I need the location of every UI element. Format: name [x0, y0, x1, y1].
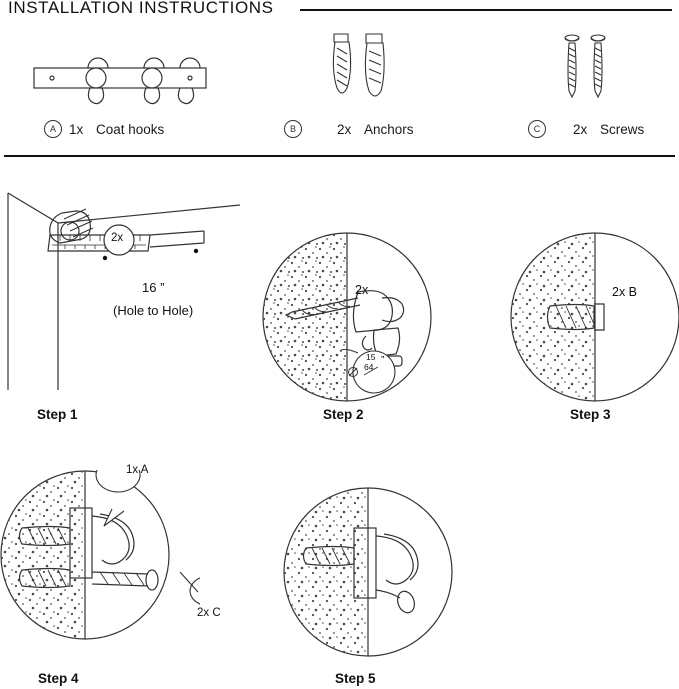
- step1-measure-note: (Hole to Hole): [113, 303, 194, 318]
- part-illustration-screws: [560, 28, 620, 108]
- part-illustration-anchors: [320, 28, 400, 108]
- step2-caption: Step 2: [323, 407, 364, 422]
- step3-illustration: [510, 232, 679, 402]
- part-name-a: Coat hooks: [96, 121, 165, 137]
- step4-caption: Step 4: [38, 671, 79, 686]
- part-name-b: Anchors: [364, 121, 414, 137]
- step1-measure-text: 16 ”: [142, 280, 165, 295]
- step2-drill-bit-denominator: 64: [364, 362, 374, 372]
- part-badge-b: B: [284, 120, 302, 138]
- step1-illustration: [0, 175, 250, 395]
- part-label-a: [44, 120, 164, 138]
- part-badge-c: C: [528, 120, 546, 138]
- step4-callout-bottom: 2x C: [197, 607, 221, 619]
- part-name-c: Screws: [600, 121, 645, 137]
- part-qty-a: 1x: [69, 121, 84, 137]
- step1-caption: Step 1: [37, 407, 78, 422]
- step5-illustration: [282, 486, 454, 658]
- part-illustration-coat-hooks: [30, 30, 210, 110]
- title-rule: [300, 9, 672, 11]
- step3-caption: Step 3: [570, 407, 611, 422]
- step1-quantity-callout: 2x: [111, 232, 124, 244]
- part-qty-c: 2x: [573, 121, 588, 137]
- step4-callout-top: 1x A: [126, 464, 149, 476]
- parts-divider: [4, 155, 675, 157]
- step2-drill-bit-numerator: 15: [366, 352, 376, 362]
- step5-caption: Step 5: [335, 671, 376, 686]
- step2-drill-bit-unit: ”: [381, 355, 385, 366]
- page-title: INSTALLATION INSTRUCTIONS: [8, 0, 274, 17]
- part-qty-b: 2x: [337, 121, 352, 137]
- part-badge-a: A: [44, 120, 62, 138]
- part-label-b: [284, 120, 414, 138]
- part-label-c: [528, 120, 644, 138]
- step3-quantity-callout: 2x B: [612, 285, 638, 299]
- step4-illustration: [0, 470, 200, 670]
- step2-quantity-callout: 2x: [355, 283, 369, 297]
